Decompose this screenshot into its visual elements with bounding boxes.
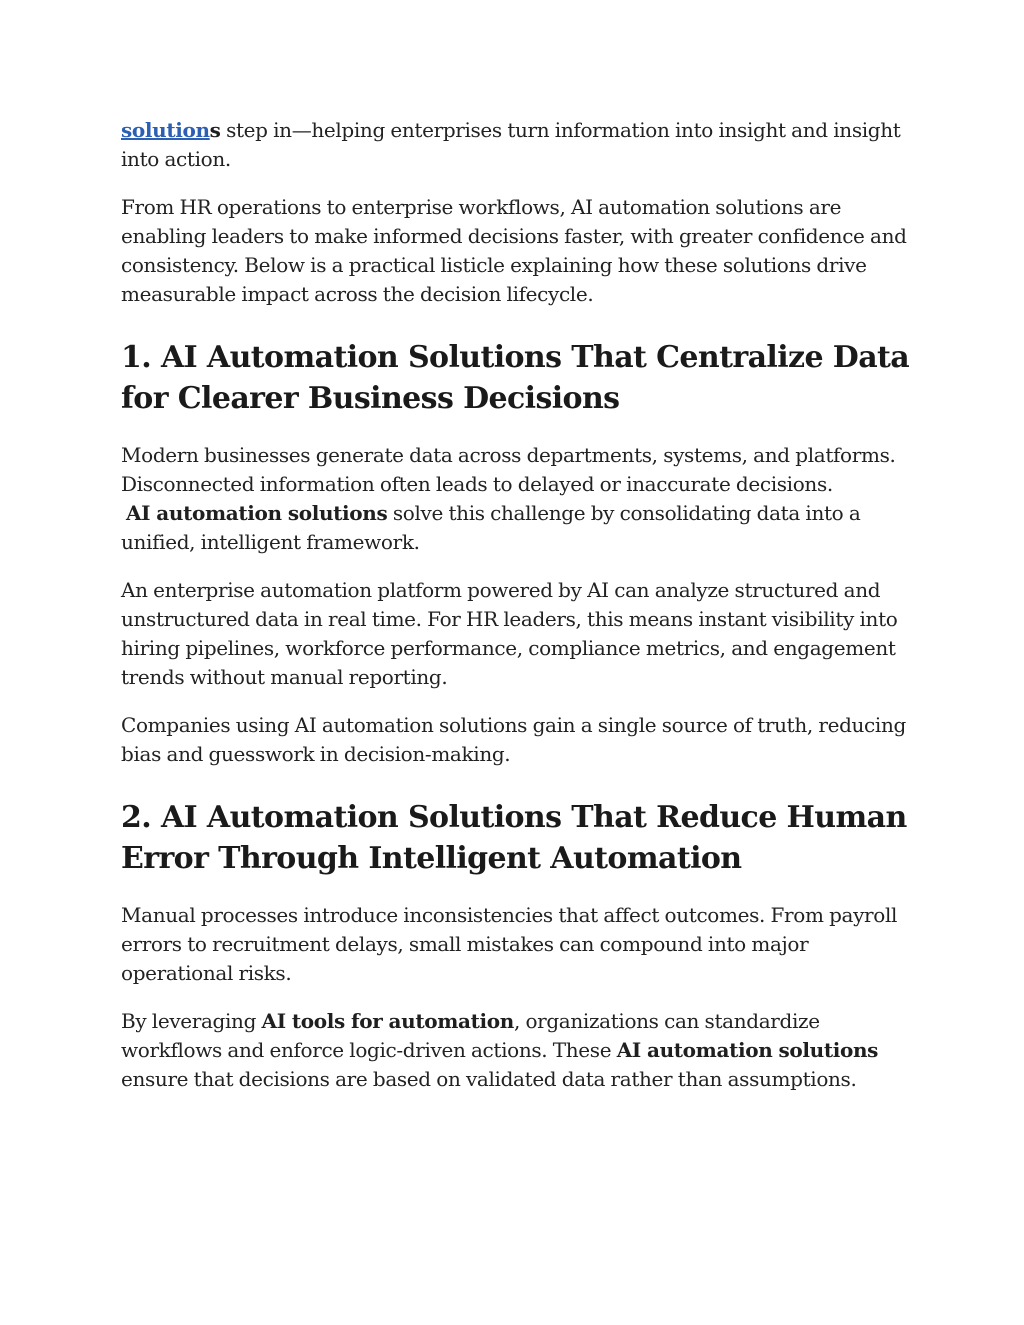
bold-ai-tools-for-automation: AI tools for automation [261,1009,514,1033]
section-2-p2-b: , organizations can standardize workflows and enforce logic-driven actions. These [121,1009,820,1062]
section-1-paragraph-3: Companies using AI automation solutions gain a single source of truth, reducing bias and guesswork in decision-making. [121,713,906,766]
document-page [121,116,921,1113]
section-2-heading: 2. AI Automation Solutions That Reduce Human Error Through Intelligent Automation [121,800,907,876]
section-1-p1-rest: solve this challenge by consolidating data into a unified, intelligent framework. [121,501,861,554]
link-suffix: s [209,118,221,142]
section-2-p2-c: ensure that decisions are based on validated data rather than assumptions. [121,1067,857,1091]
section-1-p1-text: Modern businesses generate data across departments, systems, and platforms. Disconnected information often leads to delayed or inaccurate decisions. [121,443,896,496]
section-2-paragraph-2 [121,1007,921,1094]
section-1-paragraph-2: An enterprise automation platform powered by AI can analyze structured and unstructured data in real time. For HR leaders, this means instant visibility into hiring pipelines, workforce performance, compliance metrics, and engagement trends without manual reporting. [121,578,898,689]
intro-paragraph [121,116,921,174]
intro-paragraph-2: From HR operations to enterprise workflows, AI automation solutions are enabling leaders to make informed decisions faster, with greater confidence and consistency. Below is a practical listicle explaining how these solutions drive measurable impact across the decision lifecycle. [121,195,907,306]
bold-ai-automation-solutions: AI automation solutions [126,501,388,525]
section-2-paragraph-1: Manual processes introduce inconsistencies that affect outcomes. From payroll errors to recruitment delays, small mistakes can compound into major operational risks. [121,903,898,985]
intro-text: step in—helping enterprises turn information into insight and insight into action. [121,118,901,171]
section-1-paragraph-1 [121,441,921,557]
solutions-link[interactable]: solution [121,118,210,142]
section-2-p2-a: By leveraging [121,1009,262,1033]
section-1-heading: 1. AI Automation Solutions That Centralize Data for Clearer Business Decisions [121,340,910,416]
bold-ai-automation-solutions-2: AI automation solutions [616,1038,879,1062]
